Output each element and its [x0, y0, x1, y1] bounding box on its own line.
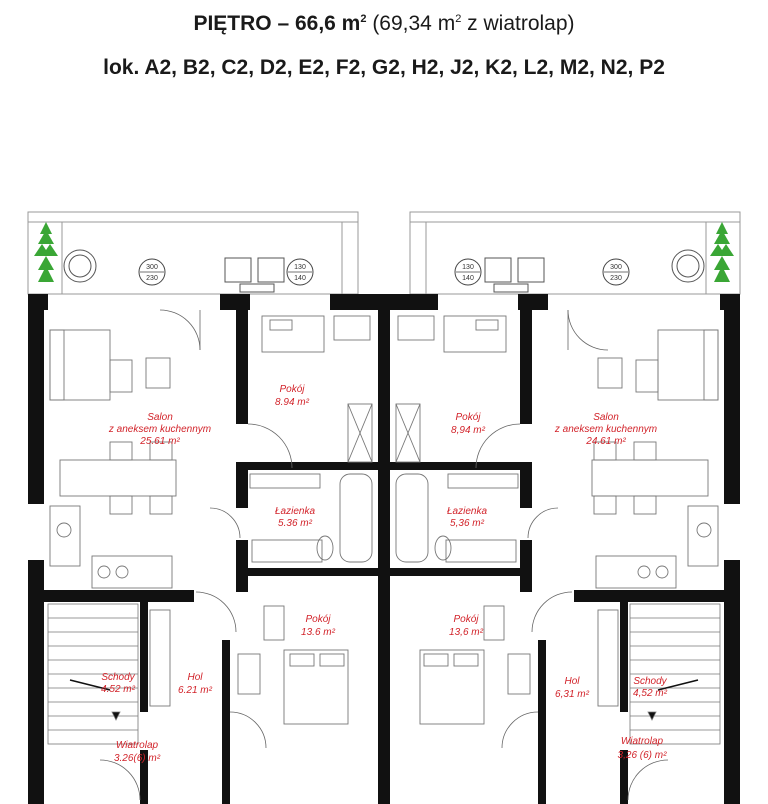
room-area: 5.36 m²	[278, 518, 312, 529]
room-hol-right	[555, 676, 590, 700]
stairs-right	[630, 604, 720, 744]
room-name: Pokój	[455, 412, 481, 423]
room-area: 4.52 m²	[101, 684, 135, 695]
plant-icon	[34, 222, 58, 282]
room-name: Wiatrolap	[115, 740, 159, 751]
room-pokoj1-left	[275, 384, 310, 408]
room-schody-right	[633, 676, 668, 699]
room-area: 25.61 m²	[140, 436, 180, 447]
furniture-right	[396, 316, 718, 724]
room-area: 24.61 m²	[586, 436, 626, 447]
room-schody-left	[101, 672, 136, 695]
room-name: Wiatrolap	[620, 736, 664, 747]
window-tag-right-2	[603, 259, 629, 285]
room-name: Pokój	[305, 614, 331, 625]
room-area: 6,31 m²	[555, 689, 589, 700]
window-tag-bottom: 140	[294, 275, 306, 282]
window-tag-left-1	[139, 259, 165, 285]
total-prefix: (69,34 m	[366, 12, 456, 35]
room-area: 13,6 m²	[449, 627, 483, 638]
room-area: 4,52 m²	[633, 688, 667, 699]
room-area: 13.6 m²	[301, 627, 335, 638]
room-name: Pokój	[453, 614, 479, 625]
total-unit-sup: 2	[455, 13, 462, 25]
room-pokoj1-right	[451, 412, 486, 436]
room-lazienka-right	[447, 506, 487, 529]
room-area: 6.21 m²	[178, 685, 212, 696]
room-area: 3,26 (6) m²	[617, 750, 667, 761]
room-lazienka-left	[275, 506, 315, 529]
room-name: Hol	[564, 676, 580, 687]
room-area: 8.94 m²	[275, 397, 309, 408]
floor-unit-sup: 2	[360, 13, 367, 25]
plant-icon	[710, 222, 734, 282]
room-name: Salon	[593, 412, 619, 423]
room-name: Pokój	[279, 384, 305, 395]
window-tag-top: 130	[294, 264, 306, 271]
room-name: Hol	[187, 672, 203, 683]
window-tag-right-1	[455, 259, 481, 285]
room-name: Łazienka	[446, 506, 488, 517]
room-area: 3.26(6) m²	[113, 753, 161, 764]
room-pokoj2-right	[449, 614, 484, 638]
room-wiatrolap-right	[618, 736, 668, 761]
room-name: Schody	[101, 672, 135, 683]
room-desc: z aneksem kuchennym	[108, 424, 212, 435]
room-area: 5,36 m²	[450, 518, 484, 529]
window-tag-top: 130	[462, 264, 474, 271]
window-tag-bottom: 230	[146, 275, 158, 282]
floor-label: PIĘTRO – 66,6 m	[193, 12, 361, 35]
room-hol-left	[178, 672, 213, 696]
terrace-table-left	[64, 250, 284, 292]
window-tag-top: 300	[146, 264, 158, 271]
units-line: lok. A2, B2, C2, D2, E2, F2, G2, H2, J2, K2, L2, M2, N2, P2	[103, 56, 665, 79]
terrace-table-right	[485, 250, 704, 292]
total-suffix: z wiatrolap)	[461, 12, 575, 35]
room-name: Łazienka	[274, 506, 316, 517]
window-tag-bottom: 230	[610, 275, 622, 282]
room-name: Salon	[147, 412, 173, 423]
furniture-left	[50, 316, 372, 724]
room-wiatrolap-left	[114, 740, 161, 764]
window-tag-top: 300	[610, 264, 622, 271]
window-tag-left-2	[287, 259, 313, 285]
walls	[28, 294, 740, 804]
room-name: Schody	[633, 676, 667, 687]
room-pokoj2-left	[301, 614, 336, 638]
room-area: 8,94 m²	[451, 425, 485, 436]
room-desc: z aneksem kuchennym	[554, 424, 658, 435]
window-tag-bottom: 140	[462, 275, 474, 282]
